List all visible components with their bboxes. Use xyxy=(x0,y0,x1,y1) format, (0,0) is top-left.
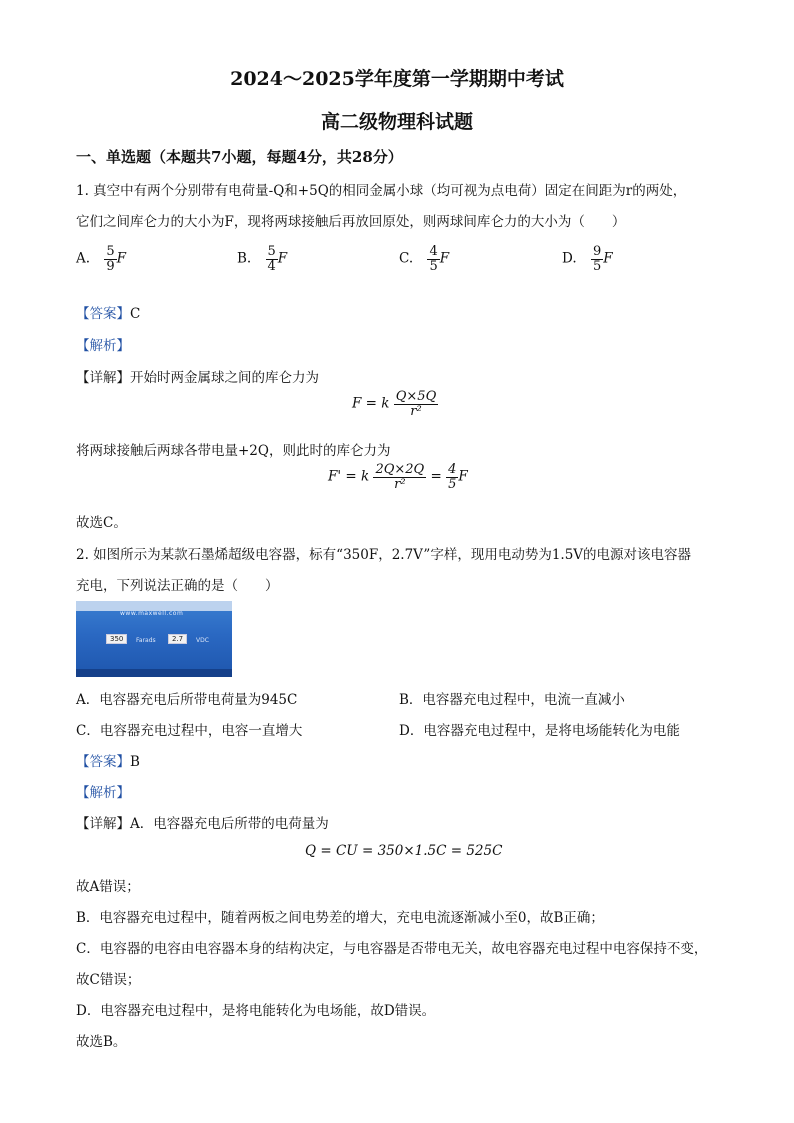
option-letter: B. xyxy=(237,250,252,267)
option-letter: D. xyxy=(562,250,577,267)
supercapacitor-photo xyxy=(76,601,232,677)
option-unit: F xyxy=(439,250,450,267)
option-unit: F xyxy=(277,250,288,267)
q2-answer xyxy=(76,750,140,770)
answer-tag: 【答案】 xyxy=(76,754,130,770)
fraction-num: Q×5Q xyxy=(395,389,437,404)
q2-d-line: D．电容器充电过程中，是将电能转化为电场能，故D错误。 xyxy=(76,1003,436,1019)
answer-value: C xyxy=(130,306,141,322)
option-letter: C. xyxy=(399,250,414,267)
q1-equation-1 xyxy=(352,390,438,418)
q2-detail xyxy=(76,812,329,832)
q2-stem-line2: 充电，下列说法正确的是（ ） xyxy=(76,578,279,594)
photo-site-text: www.maxwell.com xyxy=(120,610,184,617)
q1-detail xyxy=(76,366,319,386)
option-unit: F xyxy=(603,250,613,267)
label-value: 2.7 xyxy=(172,635,184,643)
q2-b-line: B．电容器充电过程中，随着两板之间电势差的增大，充电电流逐渐减小至0，故B正确； xyxy=(76,910,604,926)
fraction-num: 9 xyxy=(592,244,602,259)
answer-value: B xyxy=(130,754,140,770)
q2-equation: Q = CU = 350×1.5C = 525C xyxy=(305,843,503,859)
fraction xyxy=(591,245,603,273)
fraction xyxy=(266,245,278,273)
q1-equation-2 xyxy=(328,463,468,491)
label-value: 350 xyxy=(110,635,124,643)
detail-tag: 【详解】 xyxy=(76,816,130,832)
q1-line-after: 将两球接触后两球各带电量+2Q，则此时的库仑力为 xyxy=(76,443,391,459)
eq-lhs: F = k xyxy=(352,395,390,412)
fraction xyxy=(373,463,426,491)
detail-text: 开始时两金属球之间的库仑力为 xyxy=(130,370,319,386)
fraction xyxy=(394,390,438,418)
fraction-num: 4 xyxy=(448,462,457,477)
q1-option-d xyxy=(562,245,613,273)
fraction xyxy=(427,245,439,273)
q2-option-c: C．电容器充电过程中，电容一直增大 xyxy=(76,723,303,739)
q2-c-line1: C．电容器的电容由电容器本身的结构决定，与电容器是否带电无关，故电容器充电过程中电容保持不变， xyxy=(76,941,708,957)
photo-label-farads-unit: Farads xyxy=(136,637,156,644)
option-letter: A. xyxy=(76,250,91,267)
q2-a-conclusion: 故A错误； xyxy=(76,879,140,895)
fraction-num: 5 xyxy=(267,244,276,259)
photo-label-volts xyxy=(168,634,187,644)
fraction-den: 5 xyxy=(592,258,602,274)
q2-option-a: A．电容器充电后所带电荷量为945C xyxy=(76,692,298,708)
fraction-num: 5 xyxy=(106,244,115,259)
exam-subtitle: 高二级物理科试题 xyxy=(320,111,473,133)
photo-bottom-band xyxy=(76,669,232,677)
q1-analysis-tag: 【解析】 xyxy=(76,338,130,354)
detail-tag: 【详解】 xyxy=(76,370,130,386)
q1-answer xyxy=(76,302,140,322)
q1-option-b xyxy=(237,245,287,273)
q2-option-d: D．电容器充电过程中，是将电场能转化为电能 xyxy=(399,723,680,739)
q1-option-a xyxy=(76,245,126,273)
fraction-num: 2Q×2Q xyxy=(375,462,425,477)
q1-stem-line2: 它们之间库仑力的大小为F，现将两球接触后再放回原处，则两球间库仑力的大小为（ ） xyxy=(76,214,626,230)
q2-c-line2: 故C错误； xyxy=(76,972,141,988)
q2-stem-line1: 2. 如图所示为某款石墨烯超级电容器，标有“350F，2.7V”字样，现用电动势为1.5V的电源对该电容器 xyxy=(76,547,692,563)
q1-option-c xyxy=(399,245,449,273)
photo-label-farads xyxy=(106,634,127,644)
detail-text: A．电容器充电后所带的电荷量为 xyxy=(130,816,329,832)
fraction-den: r² xyxy=(410,403,422,419)
fraction-den: 5 xyxy=(448,476,457,492)
fraction-den: r² xyxy=(394,476,406,492)
section-heading: 一、单选题（本题共7小题，每题4分，共28分） xyxy=(76,148,403,166)
answer-tag: 【答案】 xyxy=(76,306,130,322)
eq-equals: = xyxy=(430,468,442,485)
fraction xyxy=(104,245,116,273)
eq-lhs: F' = k xyxy=(328,468,370,485)
option-unit: F xyxy=(116,250,126,267)
fraction-den: 4 xyxy=(267,258,276,274)
q1-stem-line1: 1. 真空中有两个分别带有电荷量-Q和+5Q的相同金属小球（均可视为点电荷）固定在间距为r的两处， xyxy=(76,183,687,199)
fraction-num: 4 xyxy=(429,244,438,259)
q2-option-b: B．电容器充电过程中，电流一直减小 xyxy=(399,692,625,708)
q1-conclusion: 故选C。 xyxy=(76,515,127,531)
eq-unit: F xyxy=(458,468,468,485)
q2-analysis-tag: 【解析】 xyxy=(76,785,130,801)
fraction-den: 9 xyxy=(106,258,115,274)
q2-conclusion: 故选B。 xyxy=(76,1034,127,1050)
exam-title: 2024～2025学年度第一学期期中考试 xyxy=(230,68,564,90)
photo-label-volts-unit: VDC xyxy=(196,637,209,644)
fraction-den: 5 xyxy=(429,258,438,274)
fraction xyxy=(446,463,458,491)
